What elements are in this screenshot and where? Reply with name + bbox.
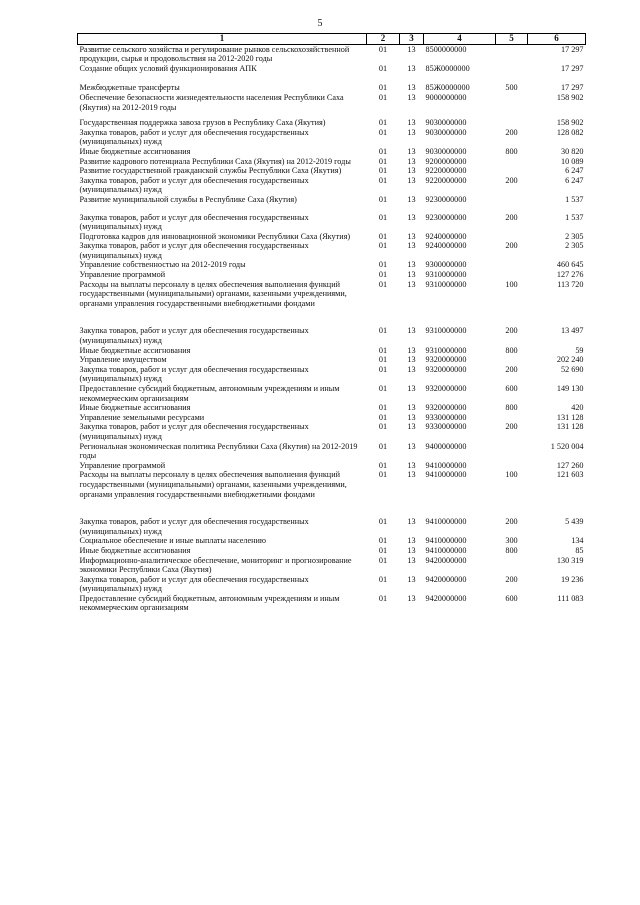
row-expense-type: 200 <box>505 127 518 137</box>
row-amount: 131 128 <box>556 422 584 432</box>
row-name: Создание общих условий функционирования АПК <box>79 63 257 73</box>
row-subsection: 13 <box>407 146 416 156</box>
row-name: Управление программой <box>79 270 166 280</box>
row-amount: 127 276 <box>556 270 584 280</box>
table-row <box>78 442 586 461</box>
row-name: Закупка товаров, работ и услуг для обеспечения государственных (муниципальных) нужд <box>79 212 309 232</box>
row-section: 01 <box>378 156 388 166</box>
row-amount: 6 247 <box>565 175 584 185</box>
row-target-code: 9300000000 <box>425 260 467 270</box>
row-expense-type <box>496 64 528 84</box>
row-target-code: 9420000000 <box>425 593 467 603</box>
row-name: Иные бюджетные ассигнования <box>79 345 191 355</box>
row-name: Закупка товаров, работ и услуг для обеспечения государственных (муниципальных) нужд <box>79 241 309 260</box>
table-row <box>78 270 586 280</box>
row-subsection: 13 <box>407 536 416 546</box>
row-section: 01 <box>378 279 388 289</box>
table-row <box>78 536 586 546</box>
row-subsection: 13 <box>407 460 416 470</box>
row-expense-type <box>496 232 528 242</box>
header-col-3: 3 <box>400 34 424 45</box>
header-col-2: 2 <box>367 34 400 45</box>
table-row <box>78 326 586 345</box>
row-section: 01 <box>378 517 388 527</box>
row-amount: 30 820 <box>560 146 584 156</box>
row-target-code: 9230000000 <box>425 194 467 204</box>
table-row <box>78 213 586 232</box>
table-row <box>78 241 586 260</box>
row-expense-type: 600 <box>505 593 518 603</box>
row-amount: 5 439 <box>565 517 584 527</box>
row-subsection: 13 <box>407 412 416 422</box>
row-section: 01 <box>378 194 388 204</box>
row-subsection: 13 <box>407 345 416 355</box>
row-name: Предоставление субсидий бюджетным, автономным учреждениям и иным некоммерческим организациям <box>79 384 340 403</box>
table-row <box>78 232 586 242</box>
row-target-code: 9320000000 <box>425 364 467 374</box>
row-name: Обеспечение безопасности жизнедеятельности населения Республики Саха (Якутия) на 2012-2019 годы <box>79 92 344 112</box>
row-subsection: 13 <box>407 127 416 137</box>
row-name: Расходы на выплаты персоналу в целях обеспечения выполнения функций государственными (муниципальными) органами, казенными учреждениями, органами управления государственными внебюджетными фондами <box>79 470 347 499</box>
table-row <box>78 64 586 84</box>
row-subsection: 13 <box>407 212 416 222</box>
row-target-code: 9410000000 <box>425 536 467 546</box>
row-section: 01 <box>378 355 388 365</box>
row-expense-type <box>496 195 528 213</box>
row-section: 01 <box>378 460 388 470</box>
row-amount: 6 247 <box>565 166 584 176</box>
row-subsection: 13 <box>407 63 416 73</box>
table-row <box>78 594 586 613</box>
table-row <box>78 422 586 441</box>
table-row <box>78 403 586 413</box>
row-section: 01 <box>378 92 388 102</box>
row-expense-type: 800 <box>505 403 518 413</box>
row-target-code: 9410000000 <box>425 545 467 555</box>
row-name: Управление земельными ресурсами <box>79 412 205 422</box>
row-name: Развитие государственной гражданской службы Республики Саха (Якутия) <box>79 166 342 176</box>
row-amount: 111 083 <box>557 593 584 603</box>
row-name: Закупка товаров, работ и услуг для обеспечения государственных (муниципальных) нужд <box>79 175 309 195</box>
row-expense-type: 200 <box>505 212 518 222</box>
table-row <box>78 413 586 423</box>
table-row <box>78 157 586 167</box>
row-name: Управление программой <box>79 460 166 470</box>
table-row <box>78 260 586 270</box>
row-amount: 2 305 <box>565 241 584 251</box>
table-row <box>78 147 586 157</box>
row-section: 01 <box>378 166 388 176</box>
row-amount: 19 236 <box>560 574 584 584</box>
row-section: 01 <box>378 260 388 270</box>
row-name: Межбюджетные трансферты <box>79 83 180 93</box>
row-amount: 13 497 <box>560 326 584 336</box>
row-section: 01 <box>378 441 388 451</box>
row-expense-type <box>496 157 528 167</box>
row-subsection: 13 <box>407 326 416 336</box>
page-number: 5 <box>317 18 323 29</box>
row-expense-type: 100 <box>505 470 518 480</box>
row-name: Иные бюджетные ассигнования <box>79 403 191 413</box>
row-amount: 158 902 <box>556 92 584 102</box>
row-name: Закупка товаров, работ и услуг для обеспечения государственных (муниципальных) нужд <box>79 364 309 384</box>
row-expense-type: 200 <box>505 175 518 185</box>
row-subsection: 13 <box>407 422 416 432</box>
row-section: 01 <box>378 241 388 251</box>
row-section: 01 <box>378 470 388 480</box>
row-section: 01 <box>378 384 388 393</box>
header-col-4: 4 <box>424 34 496 45</box>
row-subsection: 13 <box>407 241 416 251</box>
row-subsection: 13 <box>407 279 416 289</box>
row-subsection: 13 <box>407 555 416 565</box>
row-section: 01 <box>378 422 388 432</box>
table-row <box>78 83 586 93</box>
table-row <box>78 461 586 471</box>
row-subsection: 13 <box>407 92 416 102</box>
row-name: Развитие сельского хозяйства и регулирование рынков сельскохозяйственной продукции, сырья и продовольствия на 2012-2020 годы <box>79 44 350 64</box>
row-name: Предоставление субсидий бюджетным, автономным учреждениям и иным некоммерческим организациям <box>79 593 340 613</box>
row-target-code: 9420000000 <box>425 574 467 584</box>
row-name: Региональная экономическая политика Республики Саха (Якутия) на 2012-2019 годы <box>79 441 358 461</box>
row-expense-type: 500 <box>505 83 518 93</box>
row-expense-type <box>496 355 528 365</box>
row-target-code: 9310000000 <box>425 279 467 289</box>
row-section: 01 <box>378 175 388 185</box>
row-target-code: 9410000000 <box>425 460 467 470</box>
table-row <box>78 556 586 575</box>
row-section: 01 <box>378 326 388 336</box>
row-expense-type <box>496 413 528 423</box>
row-target-code: 9310000000 <box>425 270 467 280</box>
row-subsection: 13 <box>407 260 416 270</box>
row-amount: 149 130 <box>556 384 584 393</box>
row-subsection: 13 <box>407 574 416 584</box>
row-expense-type <box>496 442 528 461</box>
row-name: Иные бюджетные ассигнования <box>79 146 191 156</box>
table-row <box>78 470 586 517</box>
row-target-code: 9310000000 <box>425 326 467 336</box>
row-amount: 17 297 <box>560 44 584 54</box>
row-amount: 131 128 <box>556 412 584 422</box>
row-expense-type: 200 <box>505 422 518 432</box>
row-amount: 460 645 <box>556 260 584 270</box>
table-row <box>78 118 586 128</box>
row-target-code: 9310000000 <box>425 345 467 355</box>
row-expense-type <box>496 93 528 118</box>
row-expense-type <box>496 44 528 64</box>
row-target-code: 9000000000 <box>425 92 467 102</box>
row-subsection: 13 <box>407 231 416 241</box>
table-row <box>78 44 586 64</box>
row-expense-type: 800 <box>505 545 518 555</box>
table-row <box>78 176 586 195</box>
row-name: Развитие муниципальной службы в Республике Саха (Якутия) <box>79 194 297 204</box>
row-target-code: 8500000000 <box>425 44 467 54</box>
row-amount: 134 <box>571 536 584 546</box>
row-name: Закупка товаров, работ и услуг для обеспечения государственных (муниципальных) нужд <box>79 422 309 441</box>
row-target-code: 9400000000 <box>425 441 467 451</box>
row-target-code: 9410000000 <box>425 470 467 480</box>
row-amount: 420 <box>571 403 584 413</box>
row-subsection: 13 <box>407 44 416 54</box>
row-target-code: 9330000000 <box>425 422 467 432</box>
row-amount: 2 305 <box>565 231 584 241</box>
table-row <box>78 384 586 403</box>
row-expense-type: 200 <box>505 574 518 584</box>
row-target-code: 9030000000 <box>425 146 467 156</box>
budget-table <box>77 33 586 613</box>
row-target-code: 9320000000 <box>425 403 467 413</box>
row-section: 01 <box>378 412 388 422</box>
row-subsection: 13 <box>407 593 416 603</box>
row-expense-type <box>496 260 528 270</box>
row-target-code: 85Ж0000000 <box>425 83 470 93</box>
row-section: 01 <box>378 270 388 280</box>
row-expense-type: 800 <box>505 345 518 355</box>
row-subsection: 13 <box>407 83 416 93</box>
row-section: 01 <box>378 146 388 156</box>
table-row <box>78 280 586 327</box>
row-amount: 1 537 <box>565 212 584 222</box>
table-row <box>78 365 586 384</box>
row-amount: 128 082 <box>556 127 584 137</box>
row-target-code: 9320000000 <box>425 384 467 393</box>
row-name: Государственная поддержка завоза грузов в Республику Саха (Якутия) <box>79 118 326 128</box>
header-col-6: 6 <box>528 34 586 45</box>
row-expense-type: 200 <box>505 326 518 336</box>
row-expense-type: 100 <box>505 279 518 289</box>
row-name: Управление собственностью на 2012-2019 годы <box>79 260 246 270</box>
row-expense-type <box>496 166 528 176</box>
row-name: Закупка товаров, работ и услуг для обеспечения государственных (муниципальных) нужд <box>79 326 309 346</box>
table-header-row <box>78 34 586 45</box>
row-section: 01 <box>378 364 388 374</box>
row-expense-type <box>496 556 528 575</box>
row-expense-type: 600 <box>505 384 518 393</box>
row-subsection: 13 <box>407 364 416 374</box>
row-subsection: 13 <box>407 403 416 413</box>
table-row <box>78 575 586 594</box>
row-subsection: 13 <box>407 118 416 128</box>
row-target-code: 9200000000 <box>425 156 467 166</box>
row-target-code: 9320000000 <box>425 355 467 365</box>
table-row <box>78 93 586 118</box>
row-amount: 17 297 <box>560 83 584 93</box>
row-expense-type: 300 <box>505 536 518 546</box>
row-name: Управление имуществом <box>79 355 167 365</box>
row-section: 01 <box>378 403 388 413</box>
row-section: 01 <box>378 574 388 584</box>
row-name: Социальное обеспечение и иные выплаты населению <box>79 536 266 546</box>
row-section: 01 <box>378 555 388 565</box>
header-col-5: 5 <box>496 34 528 45</box>
table-row <box>78 346 586 356</box>
row-section: 01 <box>378 536 388 546</box>
table-row <box>78 517 586 536</box>
row-target-code: 9410000000 <box>425 517 467 527</box>
row-subsection: 13 <box>407 441 416 451</box>
row-target-code: 9220000000 <box>425 166 467 176</box>
row-target-code: 9420000000 <box>425 555 467 565</box>
row-expense-type <box>496 270 528 280</box>
row-target-code: 9220000000 <box>425 175 467 185</box>
row-subsection: 13 <box>407 156 416 166</box>
row-subsection: 13 <box>407 517 416 527</box>
row-name: Закупка товаров, работ и услуг для обеспечения государственных (муниципальных) нужд <box>79 574 309 594</box>
row-section: 01 <box>378 593 388 603</box>
row-target-code: 9330000000 <box>425 412 467 422</box>
row-section: 01 <box>378 545 388 555</box>
row-name: Закупка товаров, работ и услуг для обеспечения государственных (муниципальных) нужд <box>79 127 309 147</box>
row-expense-type: 200 <box>505 364 518 374</box>
row-amount: 59 <box>575 345 584 355</box>
row-amount: 113 720 <box>557 279 584 289</box>
row-amount: 52 690 <box>560 364 584 374</box>
row-target-code: 9230000000 <box>425 212 467 222</box>
row-subsection: 13 <box>407 545 416 555</box>
row-subsection: 13 <box>407 384 416 393</box>
row-name: Подготовка кадров для инновационной экономики Республики Саха (Якутия) <box>79 231 351 241</box>
table-row <box>78 355 586 365</box>
row-name: Информационно-аналитическое обеспечение, мониторинг и прогнозирование экономики Республики Саха (Якутия) <box>79 555 352 575</box>
row-subsection: 13 <box>407 166 416 176</box>
row-expense-type: 200 <box>505 517 518 527</box>
row-expense-type <box>496 118 528 128</box>
row-amount: 1 537 <box>565 194 584 204</box>
row-name: Закупка товаров, работ и услуг для обеспечения государственных (муниципальных) нужд <box>79 517 309 536</box>
row-section: 01 <box>378 127 388 137</box>
row-target-code: 85Ж0000000 <box>425 63 470 73</box>
row-amount: 10 089 <box>560 156 584 166</box>
row-subsection: 13 <box>407 270 416 280</box>
row-amount: 1 520 004 <box>550 441 584 451</box>
table-row <box>78 195 586 213</box>
row-amount: 85 <box>575 545 584 555</box>
row-amount: 127 260 <box>556 460 584 470</box>
row-target-code: 9030000000 <box>425 127 467 137</box>
row-amount: 202 240 <box>556 355 584 365</box>
row-section: 01 <box>378 118 388 128</box>
row-section: 01 <box>378 44 388 54</box>
row-name: Иные бюджетные ассигнования <box>79 545 191 555</box>
row-expense-type <box>496 461 528 471</box>
row-subsection: 13 <box>407 470 416 480</box>
row-amount: 121 603 <box>556 470 584 480</box>
table-row <box>78 546 586 556</box>
row-section: 01 <box>378 345 388 355</box>
row-expense-type: 200 <box>505 241 518 251</box>
row-name: Развитие кадрового потенциала Республики Саха (Якутия) на 2012-2019 годы <box>79 156 351 166</box>
row-target-code: 9240000000 <box>425 241 467 251</box>
row-target-code: 9030000000 <box>425 118 467 128</box>
row-subsection: 13 <box>407 355 416 365</box>
row-amount: 17 297 <box>560 63 584 73</box>
row-name: Расходы на выплаты персоналу в целях обеспечения выполнения функций государственными (муниципальными) органами, казенными учреждениями, органами управления государственными внебюджетными фондами <box>79 279 347 308</box>
row-section: 01 <box>378 63 388 73</box>
row-subsection: 13 <box>407 194 416 204</box>
table-row <box>78 128 586 147</box>
row-section: 01 <box>378 212 388 222</box>
row-amount: 158 902 <box>556 118 584 128</box>
row-amount: 130 319 <box>556 555 584 565</box>
row-target-code: 9240000000 <box>425 231 467 241</box>
row-expense-type: 800 <box>505 146 518 156</box>
row-subsection: 13 <box>407 175 416 185</box>
header-col-1: 1 <box>78 34 367 45</box>
row-section: 01 <box>378 83 388 93</box>
row-section: 01 <box>378 231 388 241</box>
table-row <box>78 166 586 176</box>
